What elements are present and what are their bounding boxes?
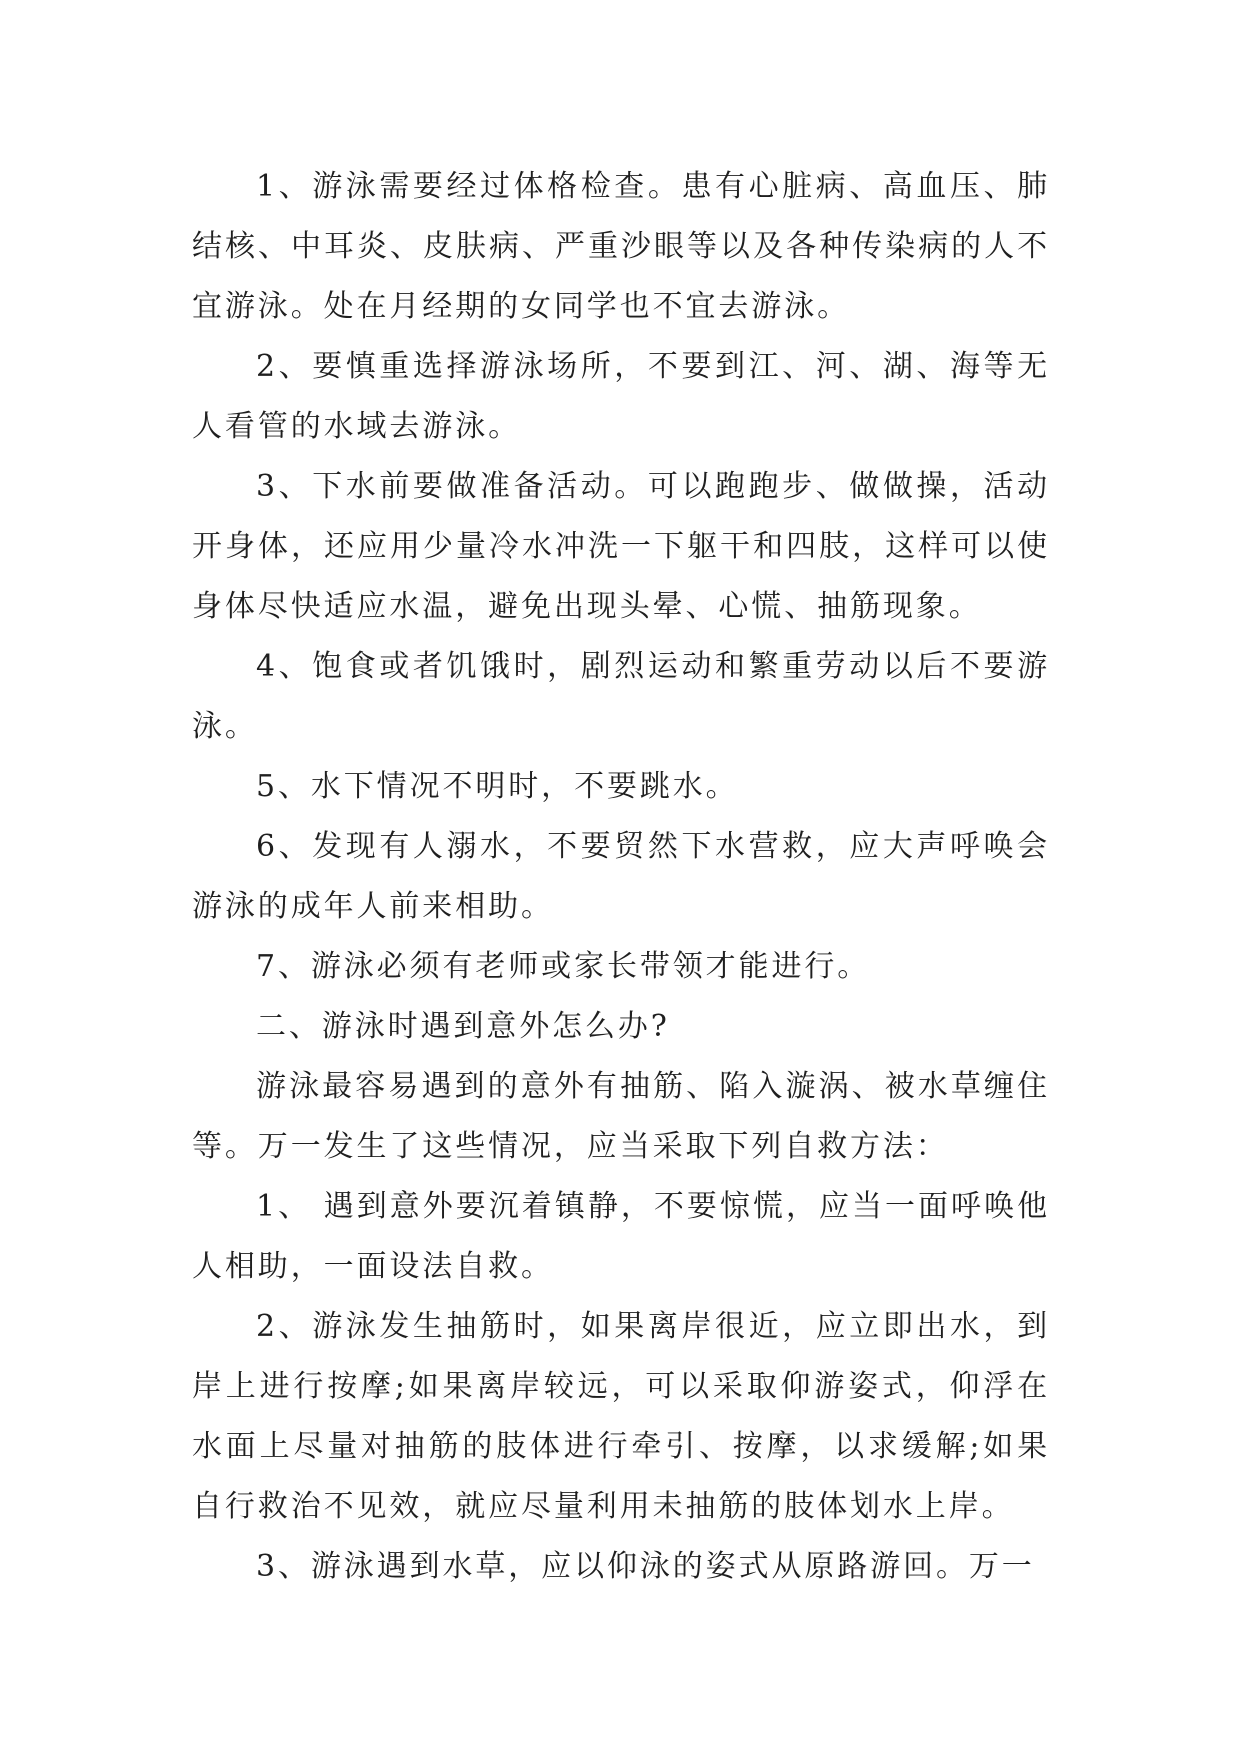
paragraph-selfrescue-3: 3、游泳遇到水草，应以仰泳的姿式从原路游回。万一	[256, 1549, 1035, 1584]
paragraph-rule-5: 5、水下情况不明时，不要跳水。	[256, 769, 739, 804]
paragraph-selfrescue-2: 2、游泳发生抽筋时，如果离岸很近，应立即出水，到岸上进行按摩;如果离岸较远，可以采取仰游姿式，仰浮在水面上尽量对抽筋的肢体进行牵引、按摩，以求缓解;如果自行救治不见效，就应尽量利用未抽筋的肢体划水上岸。	[192, 1309, 1050, 1524]
paragraph-selfrescue-1: 1、 遇到意外要沉着镇静，不要惊慌，应当一面呼唤他人相助，一面设法自救。	[192, 1189, 1050, 1284]
paragraph-rule-6: 6、发现有人溺水，不要贸然下水营救，应大声呼唤会游泳的成年人前来相助。	[192, 829, 1050, 924]
paragraph-rule-7: 7、游泳必须有老师或家长带领才能进行。	[256, 949, 871, 984]
document-body	[192, 157, 1050, 1597]
paragraph-rule-3: 3、下水前要做准备活动。可以跑跑步、做做操，活动开身体，还应用少量冷水冲洗一下躯干和四肢，这样可以使身体尽快适应水温，避免出现头晕、心慌、抽筋现象。	[192, 469, 1050, 624]
paragraph-rule-2: 2、要慎重选择游泳场所，不要到江、河、湖、海等无人看管的水域去游泳。	[192, 349, 1050, 444]
section-heading: 二、游泳时遇到意外怎么办?	[256, 1009, 670, 1044]
paragraph-rule-4: 4、饱食或者饥饿时，剧烈运动和繁重劳动以后不要游泳。	[192, 649, 1050, 744]
paragraph-rule-1: 1、游泳需要经过体格检查。患有心脏病、高血压、肺结核、中耳炎、皮肤病、严重沙眼等以及各种传染病的人不宜游泳。处在月经期的女同学也不宜去游泳。	[192, 169, 1050, 324]
section-intro: 游泳最容易遇到的意外有抽筋、陷入漩涡、被水草缠住等。万一发生了这些情况，应当采取下列自救方法：	[192, 1069, 1050, 1164]
